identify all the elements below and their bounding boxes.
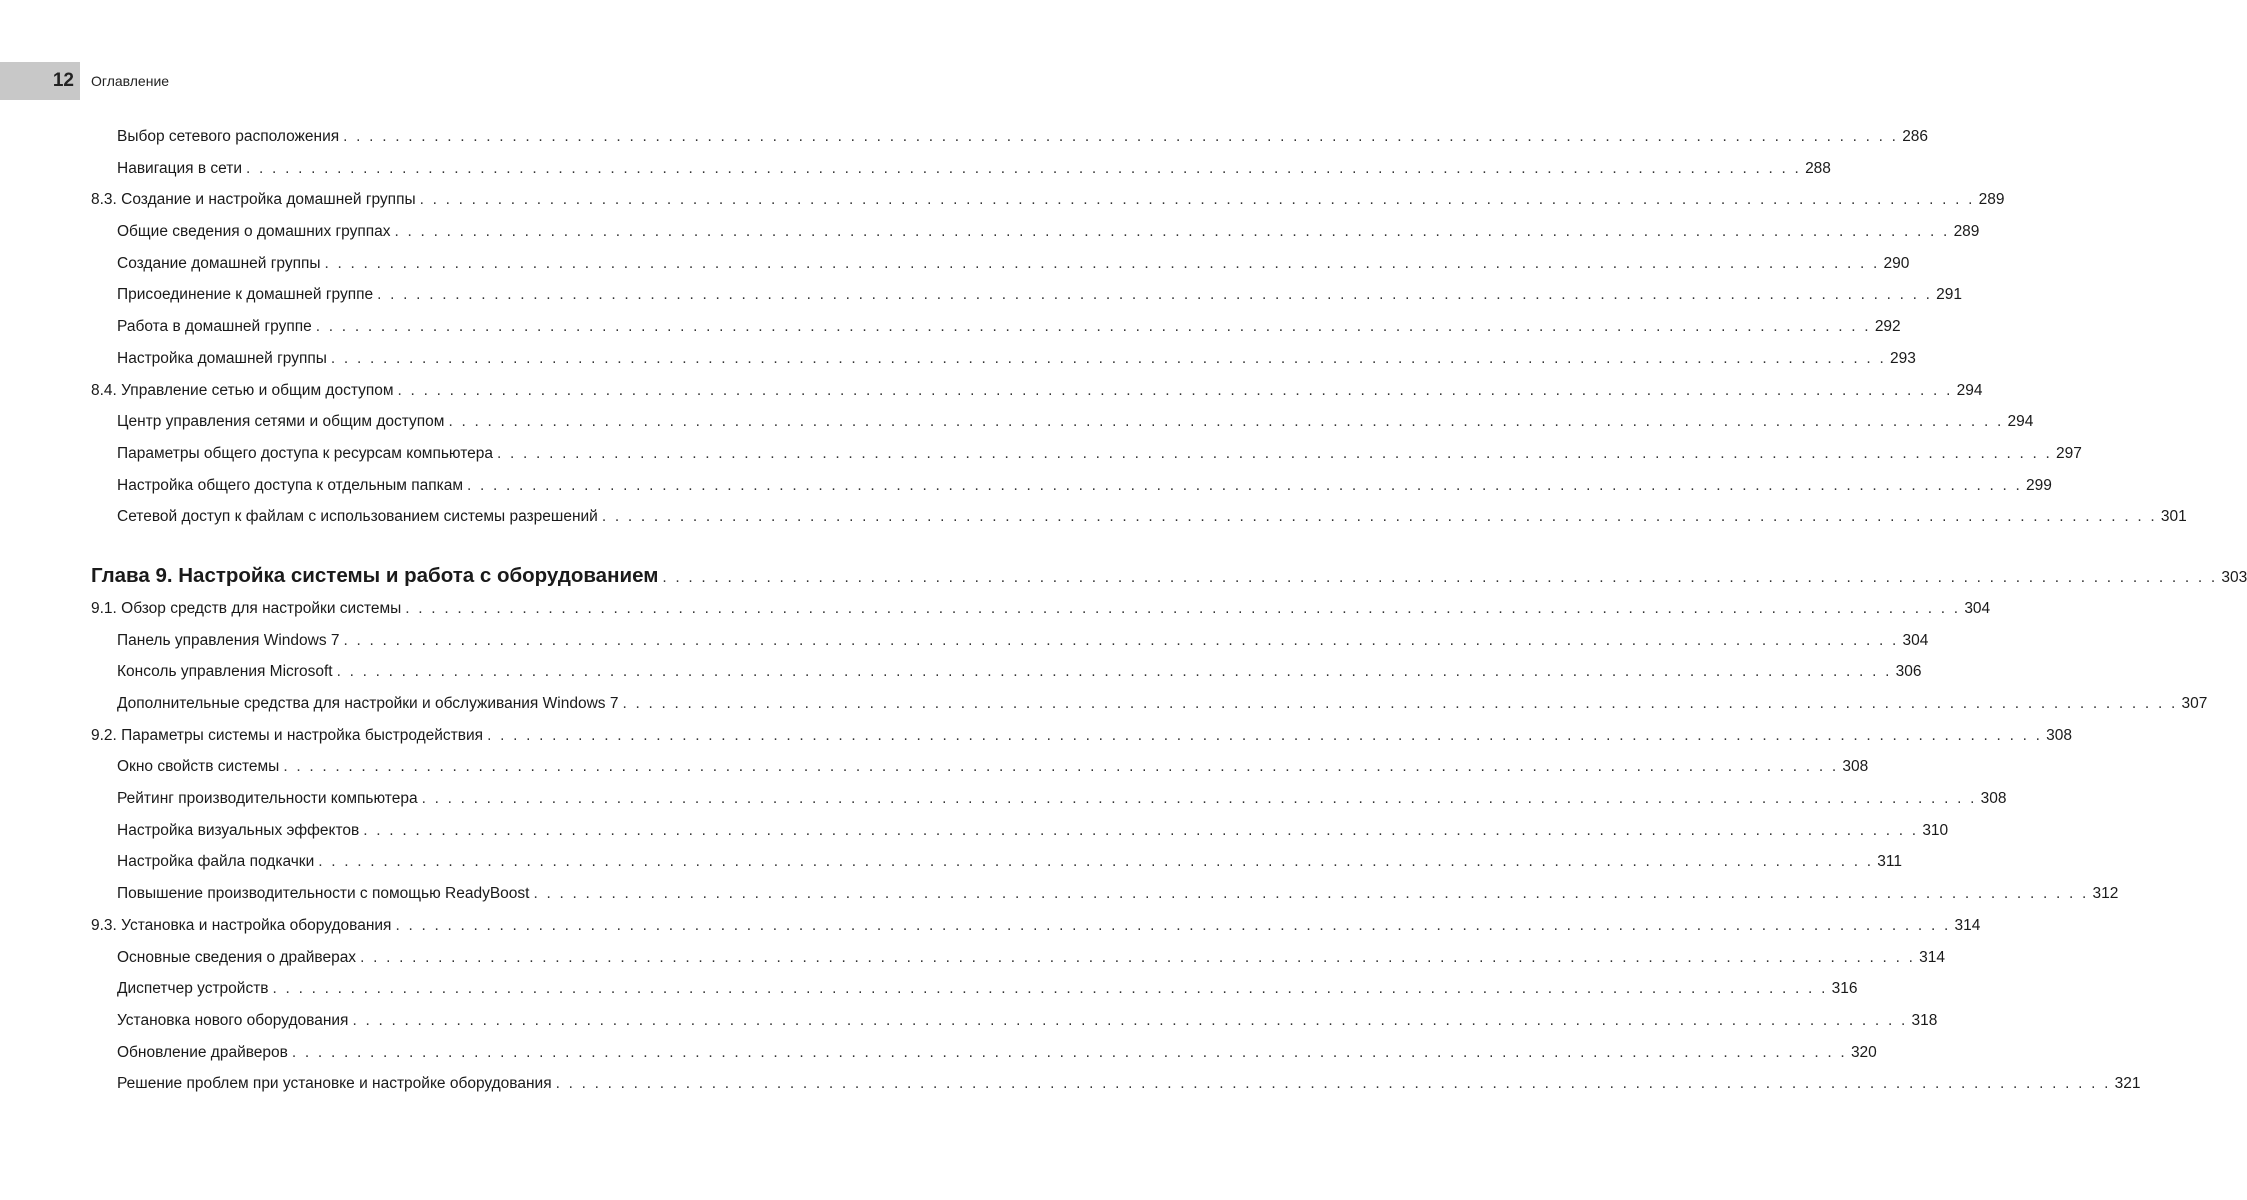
toc-entry-title: Окно свойств системы xyxy=(117,758,280,776)
toc-entry-title: Навигация в сети xyxy=(117,159,243,177)
toc-entry-page: 316 xyxy=(1831,980,1858,998)
toc-entry-title: 9.1. Обзор средств для настройки системы xyxy=(91,599,402,617)
dot-leader: . . . . . . . . . . . . . . . . . . . . . . . . . . . . . . . . . . . . . . . . . . . . . . . . . . . . . . . . . . . . . . . . . . . . . . . . . . . . . . . . . . . . . . . . . . . . . . . . . . . . . . . . . . . . . . . . . . . . . . . . xyxy=(397,381,1953,399)
dot-leader: . . . . . . . . . . . . . . . . . . . . . . . . . . . . . . . . . . . . . . . . . . . . . . . . . . . . . . . . . . . . . . . . . . . . . . . . . . . . . . . . . . . . . . . . . . . . . . . . . . . . . . . . . . . . . . . . . . . . . . . . xyxy=(533,885,2089,903)
toc-entry-sub[interactable] xyxy=(91,121,1929,153)
toc-entry-page: 314 xyxy=(1954,916,1981,934)
toc-entry-sub[interactable] xyxy=(91,343,1916,375)
toc-entry-page: 292 xyxy=(1874,318,1901,336)
toc-entry-sub[interactable] xyxy=(91,625,1929,657)
dot-leader: . . . . . . . . . . . . . . . . . . . . . . . . . . . . . . . . . . . . . . . . . . . . . . . . . . . . . . . . . . . . . . . . . . . . . . . . . . . . . . . . . . . . . . . . . . . . . . . . . . . . . . . . . . . . . . . . . . . . . . . . xyxy=(448,413,2004,431)
dot-leader: . . . . . . . . . . . . . . . . . . . . . . . . . . . . . . . . . . . . . . . . . . . . . . . . . . . . . . . . . . . . . . . . . . . . . . . . . . . . . . . . . . . . . . . . . . . . . . . . . . . . . . . . . . . . . . . . . . . . . . . . xyxy=(343,631,1899,649)
page-number: 12 xyxy=(52,70,74,91)
toc-entry-sub[interactable] xyxy=(91,751,1869,783)
dot-leader: . . . . . . . . . . . . . . . . . . . . . . . . . . . . . . . . . . . . . . . . . . . . . . . . . . . . . . . . . . . . . . . . . . . . . . . . . . . . . . . . . . . . . . . . . . . . . . . . . . . . . . . . . . . . . . . . . . . . . . . . xyxy=(246,159,1802,177)
toc-entry-title: Настройка домашней группы xyxy=(117,349,327,367)
dot-leader: . . . . . . . . . . . . . . . . . . . . . . . . . . . . . . . . . . . . . . . . . . . . . . . . . . . . . . . . . . . . . . . . . . . . . . . . . . . . . . . . . . . . . . . . . . . . . . . . . . . . . . . . . . . . . . . . . . . . . . . . xyxy=(324,254,1880,272)
toc-entry-sub[interactable] xyxy=(91,248,1910,280)
toc-entry-sub[interactable] xyxy=(91,846,1902,878)
toc-entry-page: 299 xyxy=(2026,476,2052,494)
toc-entry-sub[interactable] xyxy=(91,153,1831,185)
toc-entry-page: 320 xyxy=(1850,1043,1877,1061)
toc-entry-page: 312 xyxy=(2092,885,2119,903)
toc-entry-page: 307 xyxy=(2181,695,2208,712)
toc-entry-page: 308 xyxy=(2046,726,2072,744)
toc-entry-page: 304 xyxy=(1902,631,1929,649)
toc-entry-page: 308 xyxy=(1980,790,2007,808)
dot-leader: . . . . . . . . . . . . . . . . . . . . . . . . . . . . . . . . . . . . . . . . . . . . . . . . . . . . . . . . . . . . . . . . . . . . . . . . . . . . . . . . . . . . . . . . . . . . . . . . . . . . . . . . . . . . . . . . . . . . . . . . xyxy=(419,191,1975,209)
dot-leader: . . . . . . . . . . . . . . . . . . . . . . . . . . . . . . . . . . . . . . . . . . . . . . . . . . . . . . . . . . . . . . . . . . . . . . . . . . . . . . . . . . . . . . . . . . . . . . . . . . . . . . . . . . . . . . . . . . . . . . . . xyxy=(622,695,2178,712)
toc-entry-title: Повышение производительности с помощью ReadyBoost xyxy=(117,885,530,903)
toc-entry-page: 294 xyxy=(2007,413,2034,431)
toc-entry-page: 297 xyxy=(2056,444,2082,462)
toc-entry-page: 306 xyxy=(1895,663,1922,681)
toc-entry-page: 301 xyxy=(2160,508,2187,526)
dot-leader: . . . . . . . . . . . . . . . . . . . . . . . . . . . . . . . . . . . . . . . . . . . . . . . . . . . . . . . . . . . . . . . . . . . . . . . . . . . . . . . . . . . . . . . . . . . . . . . . . . . . . . . . . . . . . . . . . . . . . . . . xyxy=(283,758,1839,776)
dot-leader: . . . . . . . . . . . . . . . . . . . . . . . . . . . . . . . . . . . . . . . . . . . . . . . . . . . . . . . . . . . . . . . . . . . . . . . . . . . . . . . . . . . . . . . . . . . . . . . . . . . . . . . . . . . . . . . . . . . . . . . . xyxy=(662,568,2218,586)
dot-leader: . . . . . . . . . . . . . . . . . . . . . . . . . . . . . . . . . . . . . . . . . . . . . . . . . . . . . . . . . . . . . . . . . . . . . . . . . . . . . . . . . . . . . . . . . . . . . . . . . . . . . . . . . . . . . . . . . . . . . . . . xyxy=(395,916,1951,934)
toc-entry-sub[interactable] xyxy=(91,406,2034,438)
toc-entry-page: 310 xyxy=(1922,821,1949,839)
dot-leader: . . . . . . . . . . . . . . . . . . . . . . . . . . . . . . . . . . . . . . . . . . . . . . . . . . . . . . . . . . . . . . . . . . . . . . . . . . . . . . . . . . . . . . . . . . . . . . . . . . . . . . . . . . . . . . . . . . . . . . . . xyxy=(497,444,2053,462)
toc-entry-sub[interactable] xyxy=(91,311,1901,343)
toc-entry-sub[interactable] xyxy=(91,942,1945,974)
toc-entry-title: Установка нового оборудования xyxy=(117,1011,349,1029)
dot-leader: . . . . . . . . . . . . . . . . . . . . . . . . . . . . . . . . . . . . . . . . . . . . . . . . . . . . . . . . . . . . . . . . . . . . . . . . . . . . . . . . . . . . . . . . . . . . . . . . . . . . . . . . . . . . . . . . . . . . . . . . xyxy=(343,128,1899,145)
toc-entry-page: 314 xyxy=(1919,948,1945,966)
toc-entry-sub[interactable] xyxy=(91,470,2052,502)
dot-leader: . . . . . . . . . . . . . . . . . . . . . . . . . . . . . . . . . . . . . . . . . . . . . . . . . . . . . . . . . . . . . . . . . . . . . . . . . . . . . . . . . . . . . . . . . . . . . . . . . . . . . . . . . . . . . . . . . . . . . . . . xyxy=(318,853,1874,871)
toc-entry-title: Диспетчер устройств xyxy=(117,980,269,998)
toc-entry-page: 304 xyxy=(1964,599,1991,617)
toc-entry-title: Работа в домашней группе xyxy=(117,318,312,336)
toc-entry-page: 318 xyxy=(1911,1011,1938,1029)
toc-entry-page: 291 xyxy=(1936,286,1963,304)
toc-entry-page: 311 xyxy=(1877,853,1902,871)
toc-entry-page: 289 xyxy=(1978,191,2005,209)
toc-entry-page: 286 xyxy=(1902,128,1929,145)
toc-entry-sub[interactable] xyxy=(91,815,1949,847)
toc-entry-page: 294 xyxy=(1956,381,1983,399)
dot-leader: . . . . . . . . . . . . . . . . . . . . . . . . . . . . . . . . . . . . . . . . . . . . . . . . . . . . . . . . . . . . . . . . . . . . . . . . . . . . . . . . . . . . . . . . . . . . . . . . . . . . . . . . . . . . . . . . . . . . . . . . xyxy=(487,726,2043,744)
toc-entry-title: Рейтинг производительности компьютера xyxy=(117,790,418,808)
dot-leader: . . . . . . . . . . . . . . . . . . . . . . . . . . . . . . . . . . . . . . . . . . . . . . . . . . . . . . . . . . . . . . . . . . . . . . . . . . . . . . . . . . . . . . . . . . . . . . . . . . . . . . . . . . . . . . . . . . . . . . . . xyxy=(555,1075,2111,1093)
toc-entry-sub[interactable] xyxy=(91,1068,2141,1100)
toc-entry-title: Сетевой доступ к файлам с использованием системы разрешений xyxy=(117,508,598,526)
toc-entry-sub[interactable] xyxy=(91,279,1963,311)
toc-entry-page: 293 xyxy=(1889,349,1916,367)
toc-entry-sub[interactable] xyxy=(91,688,2208,720)
toc-entry-sub[interactable] xyxy=(91,973,1858,1005)
toc-entry-title: Основные сведения о драйверах xyxy=(117,948,357,966)
dot-leader: . . . . . . . . . . . . . . . . . . . . . . . . . . . . . . . . . . . . . . . . . . . . . . . . . . . . . . . . . . . . . . . . . . . . . . . . . . . . . . . . . . . . . . . . . . . . . . . . . . . . . . . . . . . . . . . . . . . . . . . . xyxy=(315,318,1871,336)
running-header-title: Оглавление xyxy=(91,73,170,89)
toc-entry-section[interactable] xyxy=(91,593,1991,625)
dot-leader: . . . . . . . . . . . . . . . . . . . . . . . . . . . . . . . . . . . . . . . . . . . . . . . . . . . . . . . . . . . . . . . . . . . . . . . . . . . . . . . . . . . . . . . . . . . . . . . . . . . . . . . . . . . . . . . . . . . . . . . . xyxy=(336,663,1892,681)
toc-entry-title: Дополнительные средства для настройки и обслуживания Windows 7 xyxy=(117,695,619,712)
toc-entry-title: 8.3. Создание и настройка домашней группы xyxy=(91,191,416,209)
toc-entry-title: Настройка общего доступа к отдельным папкам xyxy=(117,476,463,494)
dot-leader: . . . . . . . . . . . . . . . . . . . . . . . . . . . . . . . . . . . . . . . . . . . . . . . . . . . . . . . . . . . . . . . . . . . . . . . . . . . . . . . . . . . . . . . . . . . . . . . . . . . . . . . . . . . . . . . . . . . . . . . . xyxy=(352,1011,1908,1029)
dot-leader: . . . . . . . . . . . . . . . . . . . . . . . . . . . . . . . . . . . . . . . . . . . . . . . . . . . . . . . . . . . . . . . . . . . . . . . . . . . . . . . . . . . . . . . . . . . . . . . . . . . . . . . . . . . . . . . . . . . . . . . . xyxy=(272,980,1828,998)
toc-entry-title: Панель управления Windows 7 xyxy=(117,631,340,649)
toc-entry-sub[interactable] xyxy=(91,438,2082,470)
toc-entry-sub[interactable] xyxy=(91,1005,1938,1037)
toc-entry-section[interactable] xyxy=(91,910,1981,942)
dot-leader: . . . . . . . . . . . . . . . . . . . . . . . . . . . . . . . . . . . . . . . . . . . . . . . . . . . . . . . . . . . . . . . . . . . . . . . . . . . . . . . . . . . . . . . . . . . . . . . . . . . . . . . . . . . . . . . . . . . . . . . . xyxy=(360,948,1916,966)
toc-entry-page: 288 xyxy=(1805,159,1831,177)
toc-entry-title: 9.3. Установка и настройка оборудования xyxy=(91,916,392,934)
toc-entry-section[interactable] xyxy=(91,375,1983,407)
toc-entry-section[interactable] xyxy=(91,720,2072,752)
table-of-contents xyxy=(91,121,2247,1100)
toc-entry-title: Решение проблем при установке и настройке оборудования xyxy=(117,1075,552,1093)
toc-entry-page: 321 xyxy=(2114,1075,2141,1093)
toc-entry-title: 8.4. Управление сетью и общим доступом xyxy=(91,381,394,399)
toc-entry-title: Центр управления сетями и общим доступом xyxy=(117,413,445,431)
toc-entry-title: 9.2. Параметры системы и настройка быстродействия xyxy=(91,726,484,744)
toc-entry-title: Настройка файла подкачки xyxy=(117,853,315,871)
dot-leader: . . . . . . . . . . . . . . . . . . . . . . . . . . . . . . . . . . . . . . . . . . . . . . . . . . . . . . . . . . . . . . . . . . . . . . . . . . . . . . . . . . . . . . . . . . . . . . . . . . . . . . . . . . . . . . . . . . . . . . . . xyxy=(363,821,1919,839)
toc-entry-page: 303 xyxy=(2221,568,2247,586)
toc-entry-title: Настройка визуальных эффектов xyxy=(117,821,360,839)
toc-entry-page: 290 xyxy=(1883,254,1910,272)
dot-leader: . . . . . . . . . . . . . . . . . . . . . . . . . . . . . . . . . . . . . . . . . . . . . . . . . . . . . . . . . . . . . . . . . . . . . . . . . . . . . . . . . . . . . . . . . . . . . . . . . . . . . . . . . . . . . . . . . . . . . . . . xyxy=(330,349,1886,367)
toc-entry-sub[interactable] xyxy=(91,501,2187,533)
toc-entry-page: 289 xyxy=(1953,223,1980,241)
dot-leader: . . . . . . . . . . . . . . . . . . . . . . . . . . . . . . . . . . . . . . . . . . . . . . . . . . . . . . . . . . . . . . . . . . . . . . . . . . . . . . . . . . . . . . . . . . . . . . . . . . . . . . . . . . . . . . . . . . . . . . . . xyxy=(394,223,1950,241)
dot-leader: . . . . . . . . . . . . . . . . . . . . . . . . . . . . . . . . . . . . . . . . . . . . . . . . . . . . . . . . . . . . . . . . . . . . . . . . . . . . . . . . . . . . . . . . . . . . . . . . . . . . . . . . . . . . . . . . . . . . . . . . xyxy=(467,476,2023,494)
dot-leader: . . . . . . . . . . . . . . . . . . . . . . . . . . . . . . . . . . . . . . . . . . . . . . . . . . . . . . . . . . . . . . . . . . . . . . . . . . . . . . . . . . . . . . . . . . . . . . . . . . . . . . . . . . . . . . . . . . . . . . . . xyxy=(601,508,2157,526)
toc-entry-sub[interactable] xyxy=(91,878,2119,910)
toc-entry-title: Присоединение к домашней группе xyxy=(117,286,374,304)
toc-entry-sub[interactable] xyxy=(91,656,1922,688)
toc-entry-title: Выбор сетевого расположения xyxy=(117,128,340,145)
toc-entry-title: Создание домашней группы xyxy=(117,254,321,272)
toc-entry-title: Консоль управления Microsoft xyxy=(117,663,333,681)
dot-leader: . . . . . . . . . . . . . . . . . . . . . . . . . . . . . . . . . . . . . . . . . . . . . . . . . . . . . . . . . . . . . . . . . . . . . . . . . . . . . . . . . . . . . . . . . . . . . . . . . . . . . . . . . . . . . . . . . . . . . . . . xyxy=(421,790,1977,808)
dot-leader: . . . . . . . . . . . . . . . . . . . . . . . . . . . . . . . . . . . . . . . . . . . . . . . . . . . . . . . . . . . . . . . . . . . . . . . . . . . . . . . . . . . . . . . . . . . . . . . . . . . . . . . . . . . . . . . . . . . . . . . . xyxy=(291,1043,1847,1061)
toc-entry-section[interactable] xyxy=(91,184,2005,216)
toc-entry-sub[interactable] xyxy=(91,783,2007,815)
toc-entry-chapter[interactable] xyxy=(91,559,2247,593)
toc-entry-title: Глава 9. Настройка системы и работа с оборудованием xyxy=(91,563,659,587)
dot-leader: . . . . . . . . . . . . . . . . . . . . . . . . . . . . . . . . . . . . . . . . . . . . . . . . . . . . . . . . . . . . . . . . . . . . . . . . . . . . . . . . . . . . . . . . . . . . . . . . . . . . . . . . . . . . . . . . . . . . . . . . xyxy=(377,286,1933,304)
toc-entry-title: Общие сведения о домашних группах xyxy=(117,223,391,241)
dot-leader: . . . . . . . . . . . . . . . . . . . . . . . . . . . . . . . . . . . . . . . . . . . . . . . . . . . . . . . . . . . . . . . . . . . . . . . . . . . . . . . . . . . . . . . . . . . . . . . . . . . . . . . . . . . . . . . . . . . . . . . . xyxy=(405,599,1961,617)
toc-entry-sub[interactable] xyxy=(91,1037,1877,1069)
toc-entry-title: Параметры общего доступа к ресурсам компьютера xyxy=(117,444,494,462)
toc-entry-title: Обновление драйверов xyxy=(117,1043,288,1061)
toc-entry-sub[interactable] xyxy=(91,216,1980,248)
toc-entry-page: 308 xyxy=(1842,758,1869,776)
